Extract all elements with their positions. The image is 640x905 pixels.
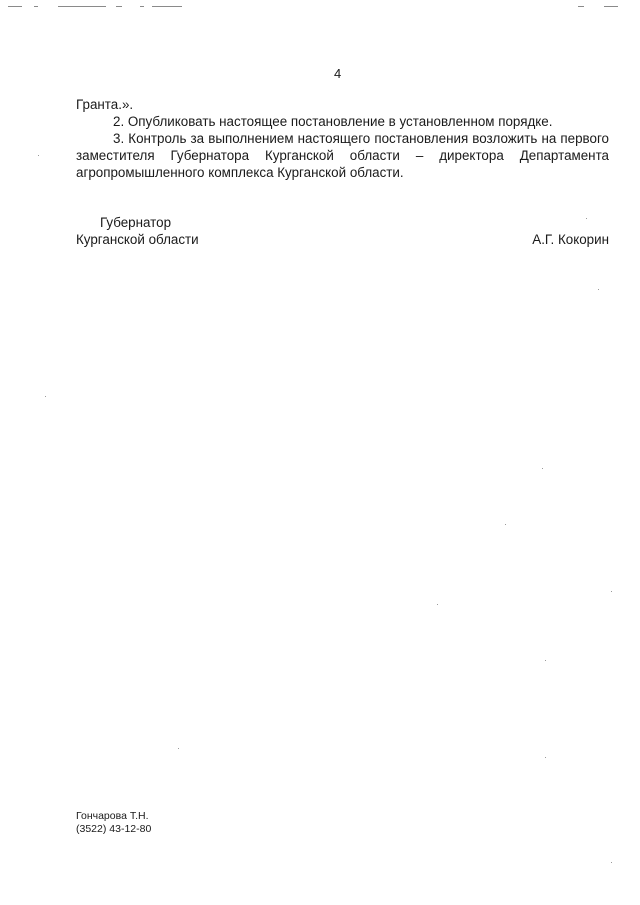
scan-speck [542, 468, 543, 469]
executor-name: Гончарова Т.Н. [76, 810, 149, 822]
signature-region: Курганской области [76, 232, 199, 247]
signatory-name: А.Г. Кокорин [532, 232, 609, 247]
scan-artifact [34, 6, 38, 7]
scan-artifact [140, 6, 144, 7]
scan-artifact [578, 6, 584, 7]
scan-speck [611, 591, 612, 592]
page-number: 4 [334, 66, 342, 81]
scan-artifact [8, 6, 22, 7]
scan-speck [586, 218, 587, 219]
scan-speck [545, 660, 546, 661]
scan-speck [178, 748, 179, 749]
scan-speck [598, 289, 599, 290]
scan-speck [38, 155, 39, 156]
scan-artifact [152, 6, 182, 7]
paragraph-item-2: 2. Опубликовать настоящее постановление в установленном порядке. [113, 114, 553, 129]
signature-title: Губернатор [100, 215, 172, 230]
scan-speck [437, 604, 438, 605]
body-text [76, 96, 609, 181]
scan-artifact [58, 6, 106, 7]
scan-artifact [116, 6, 122, 7]
scan-speck [45, 396, 46, 397]
scan-artifact [604, 6, 618, 7]
executor-block [76, 810, 151, 836]
paragraph-continuation: Гранта.». [76, 97, 134, 112]
scan-speck [505, 524, 506, 525]
scan-speck [545, 757, 546, 758]
paragraph-item-3: 3. Контроль за выполнением настоящего постановления возложить на первого заместителя Губернатора Курганской области – директора Департамента агропромышленного комплекса Курганской области. [76, 131, 609, 180]
scan-speck [611, 862, 612, 863]
executor-phone: (3522) 43-12-80 [76, 823, 152, 835]
